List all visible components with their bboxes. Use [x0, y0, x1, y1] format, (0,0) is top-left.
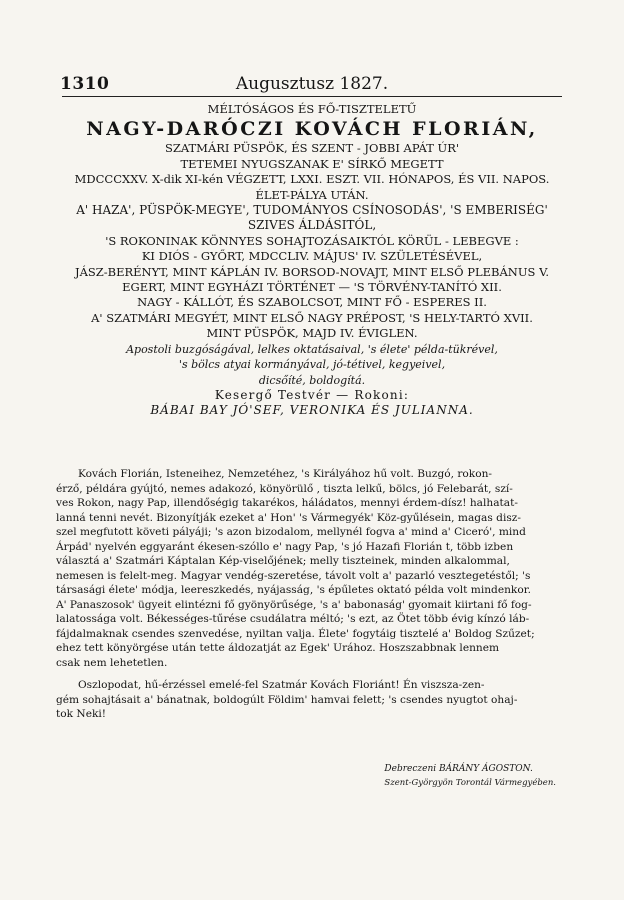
inscription-line: NAGY - KÁLLÓT, ÉS SZABOLCSOT, MINT FŐ - ESPERES II.	[137, 295, 487, 310]
inscription-line: TETEMEI NYUGSZANAK E' SÍRKŐ MEGETT	[180, 156, 444, 171]
page-number: 1310	[60, 74, 110, 94]
text-line: fájdalmaknak csendes szenvedése, nyiltan valja. Élete' fogytáig tisztelé a' Boldog Szűzet;	[56, 627, 535, 640]
text-line: gém sohajtásait a' bánatnak, boldogúlt Földim' hamvai felett; 's csendes nyugtot ohaj-	[56, 693, 518, 706]
body-text	[56, 467, 580, 722]
inscription-line: Apostoli buzgóságával, lelkes oktatásaival, 's élete' példa-tükrével,	[126, 342, 498, 356]
inscription-line: JÁSZ-BERÉNYT, MINT KÁPLÁN IV. BORSOD-NOVAJT, MINT ELSŐ PLEBÁNUS V.	[74, 264, 550, 279]
inscription-line: A' HAZA', PÜSPÖK-MEGYE', TUDOMÁNYOS CSÍNOSODÁS', 'S EMBERISÉG'	[76, 203, 548, 218]
inscription-line: dicsőíté, boldogítá.	[258, 373, 366, 387]
running-title: Augusztusz 1827.	[235, 74, 389, 94]
text-line: választá a' Szatmári Káptalan Kép-viselőjének; melly tiszteinek, minden alkalommal,	[56, 555, 510, 567]
inscription-line: 'S ROKONINAK KÖNNYES SOHAJTOZÁSAIKTÓL KÖRÜL - LEBEGVE :	[105, 233, 519, 248]
signature-name: Debreczeni BÁRÁNY ÁGOSTON.	[384, 764, 533, 774]
text-line: társasági élete' módja, leereszkedés, nyájasság, 's épűletes oktató példa volt mindenkor.	[56, 584, 531, 596]
text-line: lalatossága volt. Békességes-tűrése csudálatra méltó; 's ezt, az Ötet több évig kínzó láb-	[56, 613, 530, 625]
text-line: ves Rokon, nagy Pap, illendőségig takarékos, háládatos, mennyi érdem-dísz! halhatat-	[56, 497, 518, 509]
inscription-mourners: BÁBAI BAY JÓ'SEF, VERONIKA ÉS JULIANNA.	[150, 403, 474, 418]
inscription-name: NAGY-DARÓCZI KOVÁCH FLORIÁN,	[86, 118, 538, 141]
text-line: nemesen is felelt-meg. Magyar vendég-szeretése, távolt volt a' pazarló vesztegetéstől; 's	[56, 569, 531, 582]
text-line: Kovách Florián, Isteneihez, Nemzetéhez, 's Királyához hű volt. Buzgó, rokon-	[78, 468, 492, 480]
text-line: érző, példára gyújtó, nemes adakozó, könyörülő , tiszta lelkű, bölcs, jó Felebarát, szí-	[56, 482, 513, 495]
text-line: Árpád' nyelvén eggyaránt ékesen-szóllo e' nagy Pap, 's jó Hazafi Florián t, több izben	[56, 540, 514, 553]
text-line: szel megfutott követi pályáji; 's azon bizodalom, mellynél fogva a' mind a' Ciceró', mind	[56, 526, 526, 538]
text-line: tok Neki!	[56, 708, 107, 720]
signature-block	[384, 762, 556, 790]
inscription-line: MDCCCXXV. X-dik XI-kén VÉGZETT, LXXI. ESZT. VII. HÓNAPOS, ÉS VII. NAPOS.	[74, 172, 550, 187]
inscription-line: ÉLET-PÁLYA UTÁN.	[255, 187, 369, 202]
inscription-line: MÉLTÓSÁGOS ÉS FŐ-TISZTELETŰ	[207, 102, 417, 116]
text-line: A' Panaszosok' ügyeit elintézni fő gyönyörűsége, 's a' babonaság' gyomait kiirtani fő fog-	[56, 598, 532, 611]
text-line: Oszlopodat, hű-érzéssel emelé-fel Szatmár Kovách Floriánt! Én viszsza-zen-	[78, 679, 485, 691]
paragraph	[56, 678, 580, 722]
inscription-line: A' SZATMÁRI MEGYÉT, MINT ELSŐ NAGY PRÉPOST, 'S HELY-TARTÓ XVII.	[91, 310, 533, 325]
page-header	[60, 74, 564, 98]
signature-place: Szent-Györgyön Torontál Vármegyében.	[384, 778, 556, 788]
inscription-line: EGERT, MINT EGYHÁZI TÖRTÉNET — 'S TÖRVÉNY-TANÍTÓ XII.	[122, 280, 502, 295]
inscription-line: 's bölcs atyai kormányával, jó-tétivel, kegyeivel,	[178, 358, 446, 372]
text-line: lanná tenni nevét. Bizonyítják ezeket a' Hon' 's Vármegyék' Köz-gyűlésein, magas disz-	[56, 511, 521, 524]
paragraph	[56, 467, 580, 670]
header-rule	[62, 96, 562, 97]
inscription-line: SZATMÁRI PÜSPÖK, ÉS SZENT - JOBBI APÁT ÚR'	[164, 141, 460, 156]
epitaph-inscription	[20, 102, 604, 419]
inscription-line: KI DIÓS - GYŐRT, MDCCLIV. MÁJUS' IV. SZÜLETÉSÉVEL,	[141, 249, 483, 264]
inscription-line: MINT PÜSPÖK, MAJD IV. ÉVIGLEN.	[206, 326, 418, 341]
text-line: ehez tett könyörgése után tette áldozatját az Egek' Urához. Hoszszabbnak lennem	[56, 642, 500, 654]
text-line: csak nem lehetetlen.	[56, 656, 168, 669]
inscription-line: SZIVES ÁLDÁSITÓL,	[247, 218, 377, 233]
inscription-mourners-label: Kesergő Testvér — Rokoni:	[214, 387, 410, 402]
